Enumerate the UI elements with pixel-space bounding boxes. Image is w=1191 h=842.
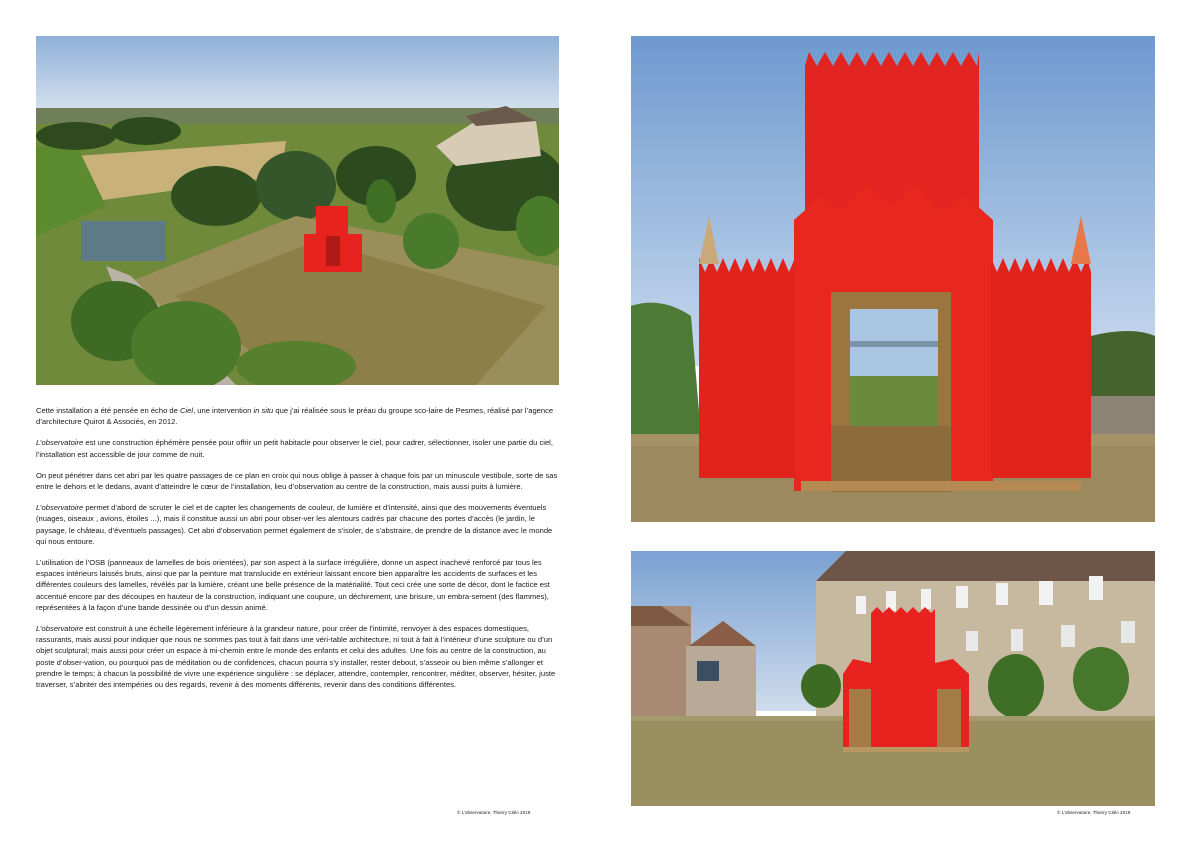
body-text <box>36 405 559 700</box>
text-run: que j’ai réalisée sous le préau du groupe sco-laire de Pesmes, réalisé par l’agence d’architecture Quirot & Associés, en 2012. <box>36 406 554 427</box>
paragraph-4 <box>36 502 559 547</box>
text-run: Cette installation a été pensée en écho de <box>36 406 180 415</box>
building-installation-photo <box>631 551 1155 806</box>
shrub <box>1073 647 1129 711</box>
text-run: est construit à une échelle légèrement inférieure à la grandeur nature, pour créer de l’intimité, renvoyer à des espaces domestiques, rassurants, mais aussi pour indiquer que nous ne sommes pas tout à fait dans une véri-table architecture, ni tout à fait à l’intérieur d’une sculpture ou d’un objet sculptural; mais aussi pour créer un espace à mi-chemin entre le monde des enfants et celui des adultes. Une fois au centre de la construction, au poste d’obser-vation, ou pourquoi pas de méditation ou de confidences, chacun pourra s’y installer, rester debout, s’asseoir ou bien même s’allonger et prendre le temps; à chacun la possibilité de vivre une expérience singulière : se déplacer, attendre, contempler, rencontrer, méditer, observer, hésiter, juste traverser, s’abriter des intempéries ou des regards, revenir à des moments différents, revenir dans des conditions différentes. <box>36 624 556 690</box>
installation-title: L’observatoire <box>36 624 84 634</box>
paragraph-3: On peut pénétrer dans cet abri par les quatre passages de ce plan en croix qui nous oblige à passer à chaque fois par un minuscule vestibule, sorte de sas entre le dehors et le dedans, avant d’atteindre le cœur de l’installation, lieu d’observation au centre de la construction, mais aussi puits à lumière. <box>36 470 558 492</box>
installation-title: L’observatoire <box>36 503 84 513</box>
text-run: permet d’abord de scruter le ciel et de capter les changements de couleur, de lumière et d’intensité, ainsi que des mouvements éventuels (nuages, oiseaux , avions, étoiles ...), mais il constitue aussi un abri pour obser-ver les alentours cadrés par chacune des portes d’accès (le jardin, le paysage, le château, d’éventuels passages). Cet abri d’observation permet également de s’isoler, de s’abstraire, de prendre de la distance avec le monde qui nous entoure. <box>36 503 553 546</box>
paragraph-1 <box>36 405 559 427</box>
installation-tower <box>316 206 348 234</box>
photo-credit-right: © L’observatoire, Thierry Célin 2019 <box>1057 810 1131 815</box>
artwork-title: Ciel <box>179 406 194 415</box>
photo-credit-left: © L’observatoire, Thierry Célin 2019 <box>457 810 531 815</box>
text-run: , une intervention <box>193 406 254 415</box>
in-situ-term: in situ <box>253 406 274 415</box>
paragraph-6 <box>36 623 559 690</box>
aerial-garden-photo <box>36 36 559 385</box>
front-installation-photo <box>631 36 1155 522</box>
text-run: est une construction éphémère pensée pour offrir un petit habitacle pour observer le ciel, pour cadrer, sélectionner, isoler une partie du ciel, l’installation est accessible de jour comme de nuit. <box>36 438 553 459</box>
installation-title: L’observatoire <box>36 438 84 448</box>
paragraph-2 <box>36 437 559 459</box>
paragraph-5: L’utilisation de l’OSB (panneaux de lamelles de bois orientées), par son aspect à la surface irrégulière, donne un aspect inachevé renforcé par tous les espaces intérieurs laissés bruts, ainsi que par la peinture mat translucide en extérieur laissant encore bien apparaître les accidents de surfaces et les différentes couleurs des lamelles, révélés par la lumière, créant une belle présence de la matérialité. Tout ceci crée une sorte de décor, dont le factice est accentué encore par des découpes en hauteur de la construction, indiquant une coupure, un déchirement, une brisure, un embra-sement (des flammes), représentées à la façon d’une bande dessinée ou d’un dessin animé. <box>36 558 550 612</box>
